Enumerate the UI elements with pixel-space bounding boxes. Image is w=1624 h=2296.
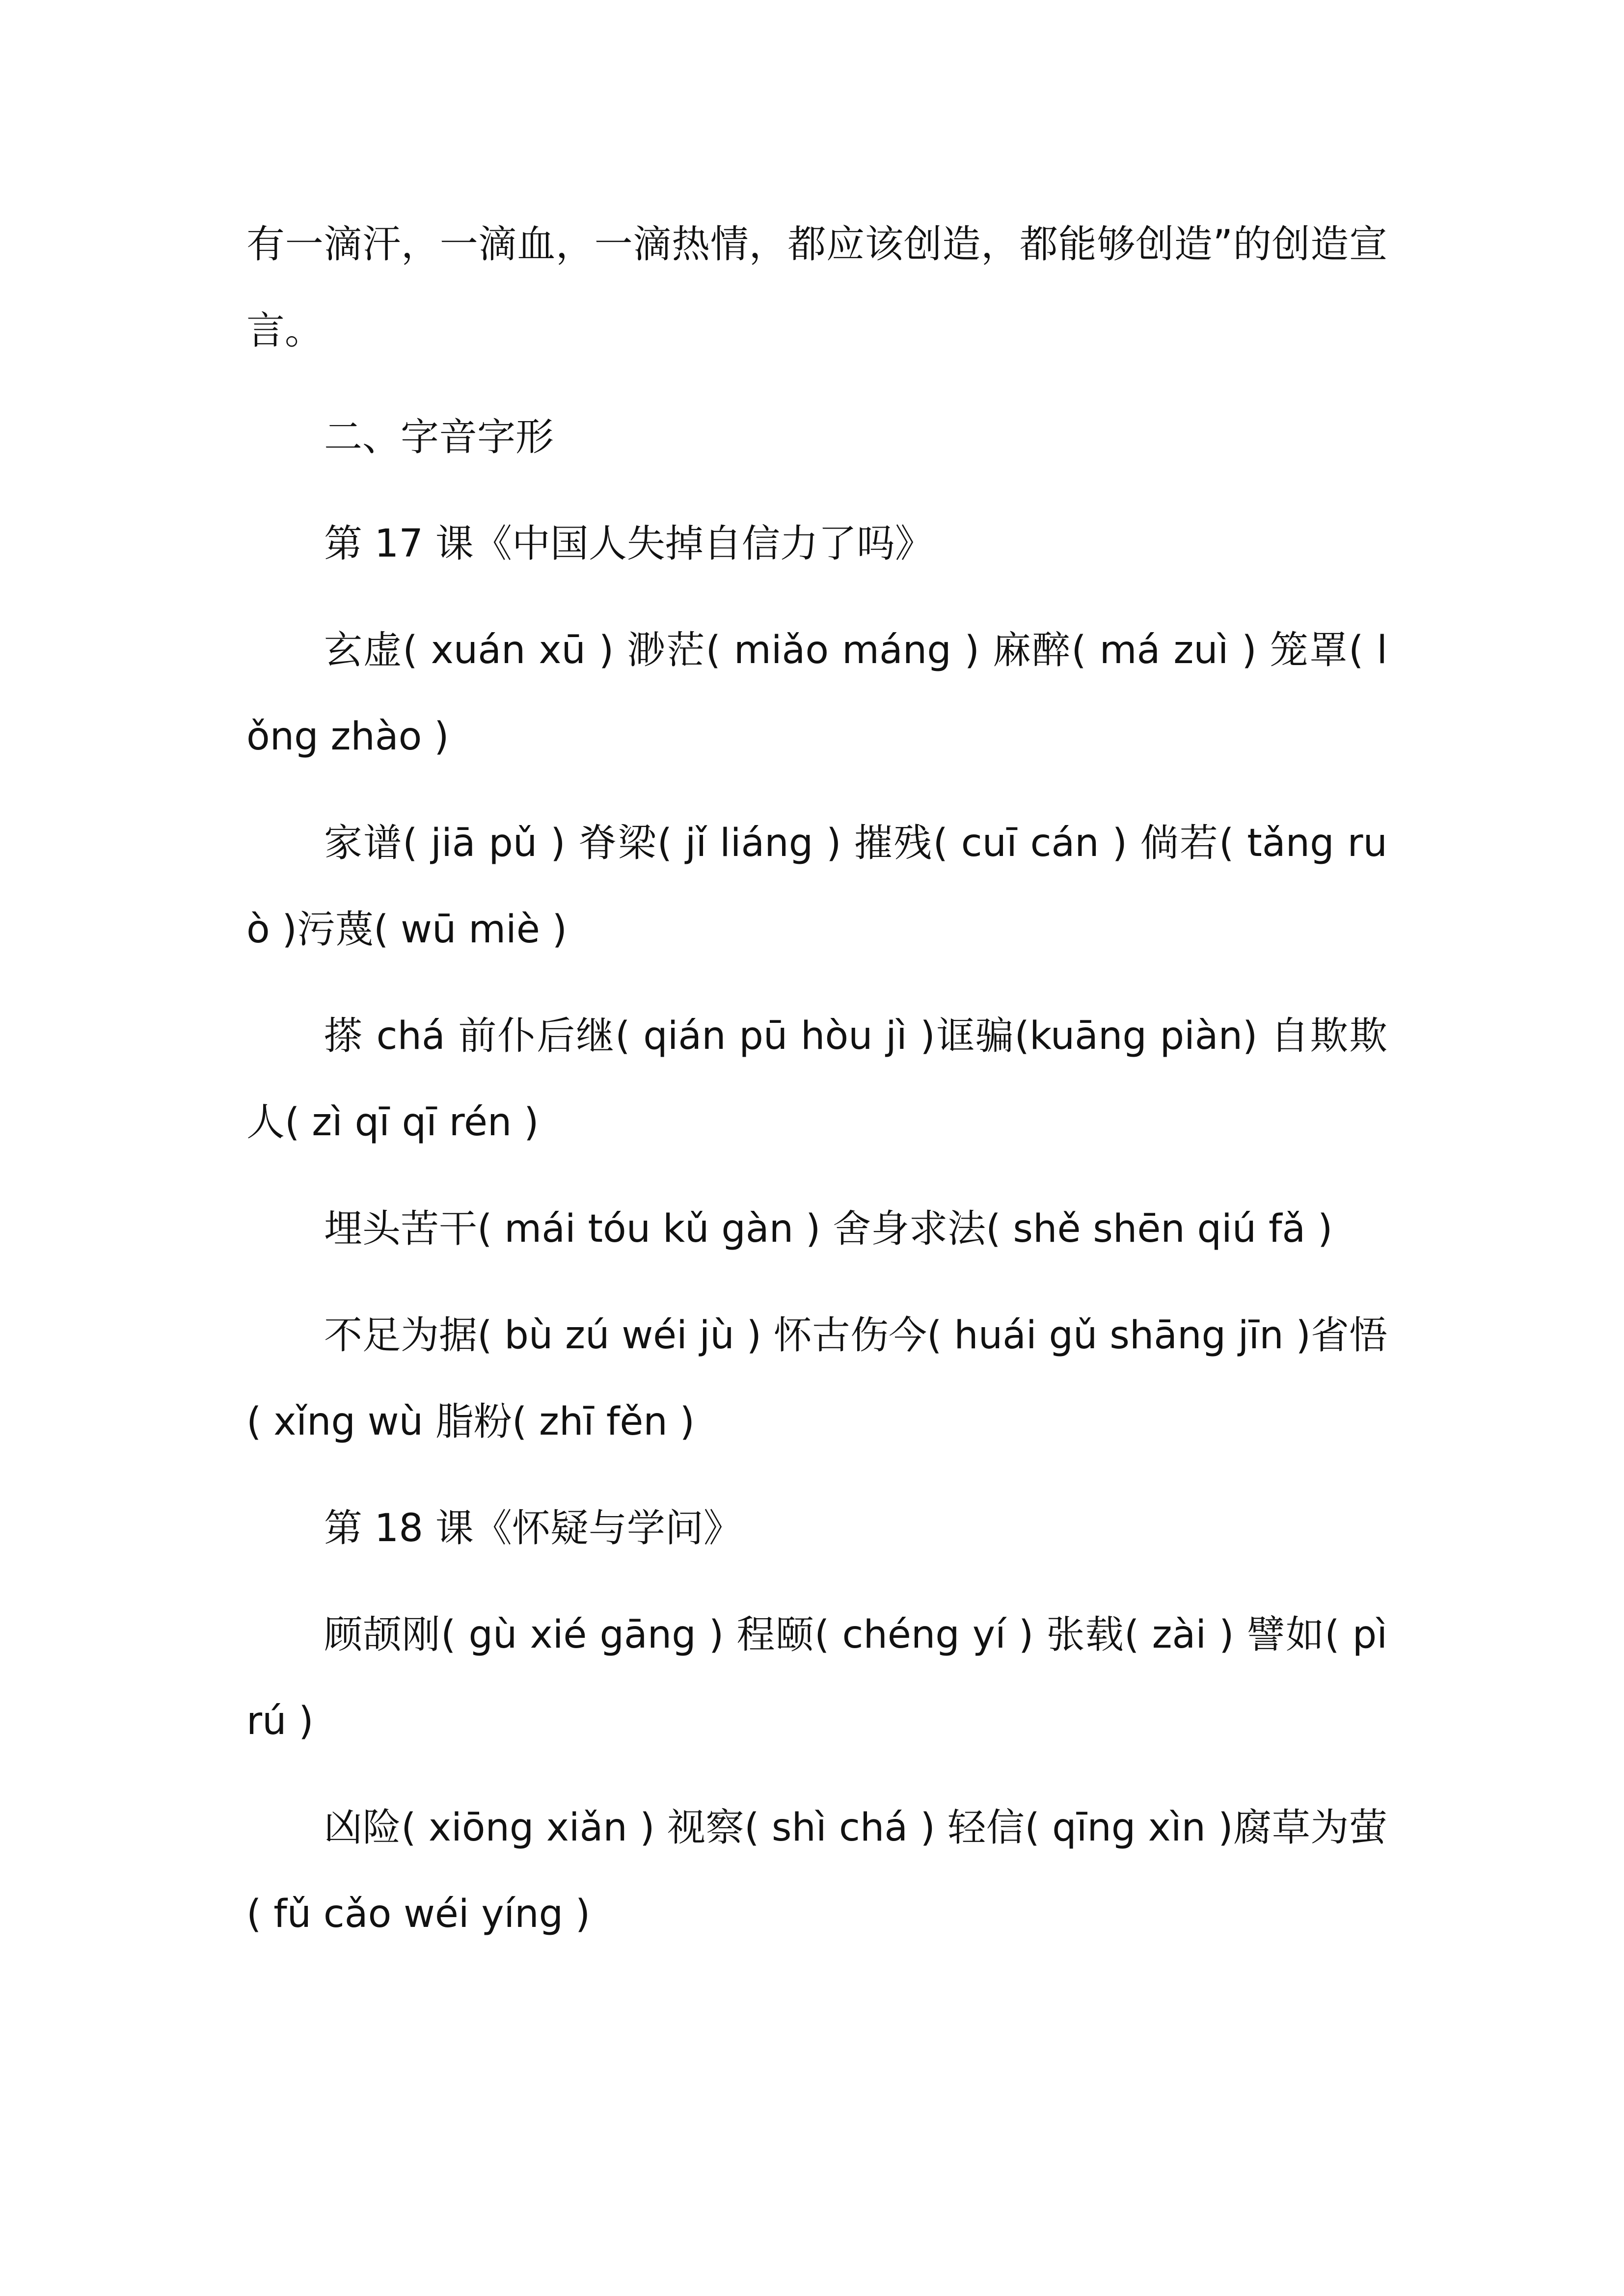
pinyin-line: 埋头苦干( mái tóu kǔ gàn ) 舍身求法( shě shēn qiú fǎ ) <box>324 1207 1333 1251</box>
pinyin-line: 顾颉刚( gù xié gāng ) 程颐( chéng yí ) 张载( zài ) 譬如( pì rú ) <box>246 1613 1387 1743</box>
section-heading: 二、字音字形 <box>324 415 554 459</box>
pinyin-line: 搽 chá 前仆后继( qián pū hòu jì )诓骗(kuāng piàn) 自欺欺人( zì qī qī rén ) <box>246 1014 1387 1145</box>
paragraph-intro-ending: 有一滴汗，一滴血，一滴热情，都应该创造，都能够创造”的创造宣言。 <box>246 222 1387 353</box>
pinyin-line: 不足为据( bù zú wéi jù ) 怀古伤今( huái gǔ shāng jīn )省悟( xǐng wù 脂粉( zhī fěn ) <box>246 1313 1387 1444</box>
lesson-heading-17: 第 17 课《中国人失掉自信力了吗》 <box>324 522 933 566</box>
document-body <box>246 201 1387 1977</box>
pinyin-line: 玄虚( xuán xū ) 渺茫( miǎo máng ) 麻醉( má zuì ) 笼罩( lǒng zhào ) <box>246 628 1387 759</box>
pinyin-line: 凶险( xiōng xiǎn ) 视察( shì chá ) 轻信( qīng xìn )腐草为萤( fǔ cǎo wéi yíng ) <box>246 1806 1387 1936</box>
pinyin-line: 家谱( jiā pǔ ) 脊梁( jǐ liáng ) 摧残( cuī cán ) 倘若( tǎng ruò )污蔑( wū miè ) <box>246 821 1387 952</box>
lesson-heading-18: 第 18 课《怀疑与学问》 <box>324 1506 742 1550</box>
